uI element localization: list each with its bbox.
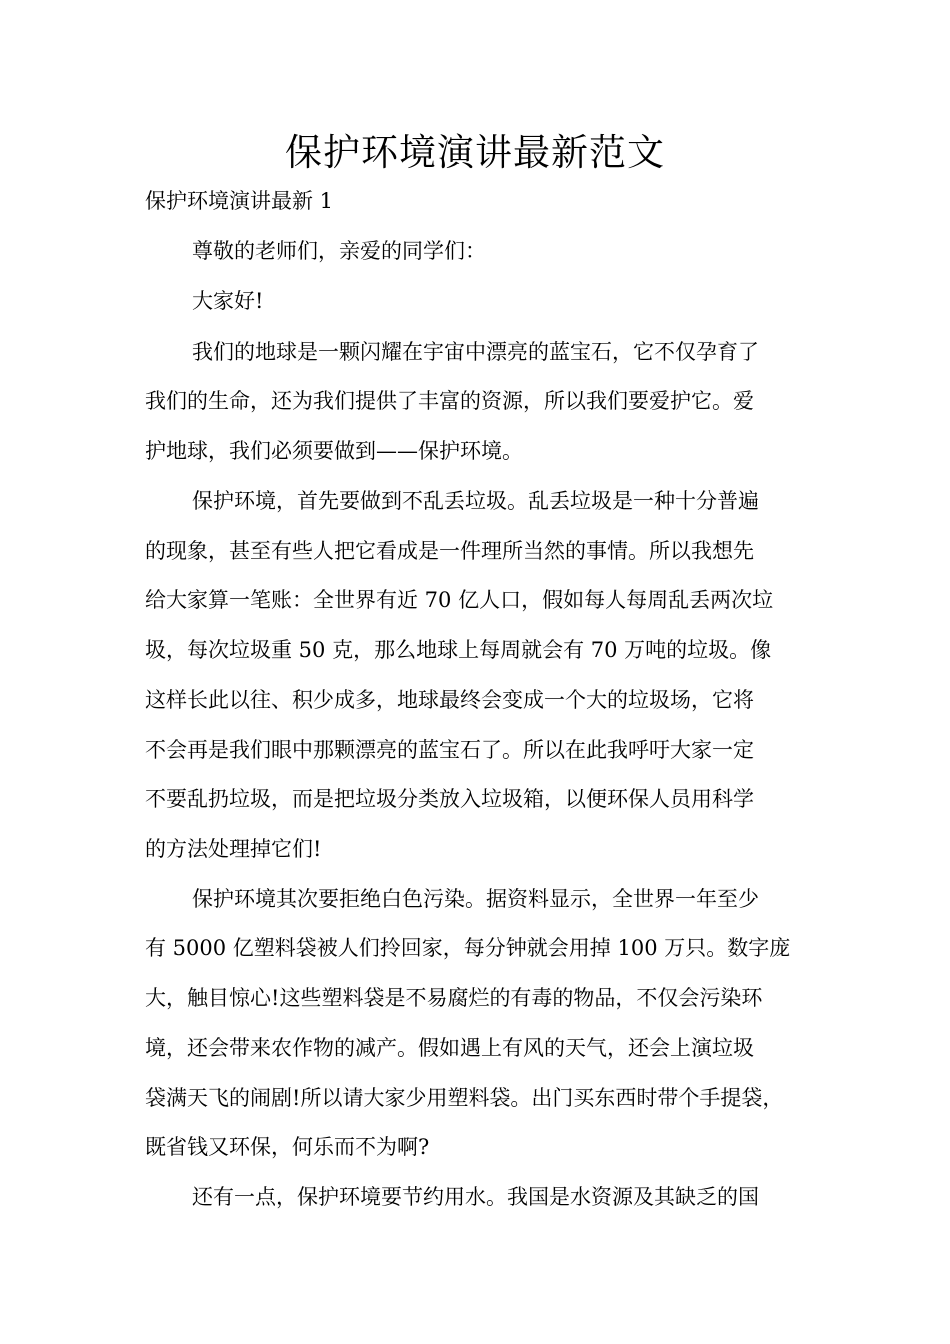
paragraph-line: 大，触目惊心!这些塑料袋是不易腐烂的有毒的物品，不仅会污染环 bbox=[145, 986, 763, 1010]
document-title: 保护环境演讲最新范文 bbox=[285, 131, 665, 174]
paragraph-line: 的现象，甚至有些人把它看成是一件理所当然的事情。所以我想先 bbox=[145, 539, 754, 563]
greeting-line: 大家好! bbox=[192, 289, 264, 313]
paragraph-line: 保护环境其次要拒绝白色污染。据资料显示，全世界一年至少 bbox=[192, 887, 759, 911]
paragraph-line: 境，还会带来农作物的减产。假如遇上有风的天气，还会上演垃圾 bbox=[145, 1036, 754, 1060]
paragraph-line: 给大家算一笔账：全世界有近 70 亿人口，假如每人每周乱丢两次垃 bbox=[145, 588, 774, 612]
paragraph-line: 护地球，我们必须要做到——保护环境。 bbox=[145, 439, 523, 463]
salutation-line: 尊敬的老师们，亲爱的同学们： bbox=[192, 239, 486, 263]
paragraph-line: 圾，每次垃圾重 50 克，那么地球上每周就会有 70 万吨的垃圾。像 bbox=[145, 638, 772, 662]
paragraph-line: 我们的地球是一颗闪耀在宇宙中漂亮的蓝宝石，它不仅孕育了 bbox=[192, 340, 759, 364]
section-heading: 保护环境演讲最新 1 bbox=[145, 189, 334, 213]
paragraph-line: 这样长此以往、积少成多，地球最终会变成一个大的垃圾场，它将 bbox=[145, 688, 754, 712]
paragraph-line: 有 5000 亿塑料袋被人们拎回家，每分钟就会用掉 100 万只。数字庞 bbox=[145, 936, 791, 960]
paragraph-line: 保护环境，首先要做到不乱丢垃圾。乱丢垃圾是一种十分普遍 bbox=[192, 489, 759, 513]
paragraph-line: 既省钱又环保，何乐而不为啊? bbox=[145, 1135, 430, 1159]
paragraph-line: 不会再是我们眼中那颗漂亮的蓝宝石了。所以在此我呼吁大家一定 bbox=[145, 738, 754, 762]
paragraph-line: 我们的生命，还为我们提供了丰富的资源，所以我们要爱护它。爱 bbox=[145, 389, 754, 413]
paragraph-line: 袋满天飞的闹剧!所以请大家少用塑料袋。出门买东西时带个手提袋， bbox=[145, 1086, 784, 1110]
paragraph-line: 的方法处理掉它们! bbox=[145, 837, 322, 861]
paragraph-line: 还有一点，保护环境要节约用水。我国是水资源及其缺乏的国 bbox=[192, 1185, 759, 1209]
paragraph-line: 不要乱扔垃圾，而是把垃圾分类放入垃圾箱，以便环保人员用科学 bbox=[145, 787, 754, 811]
